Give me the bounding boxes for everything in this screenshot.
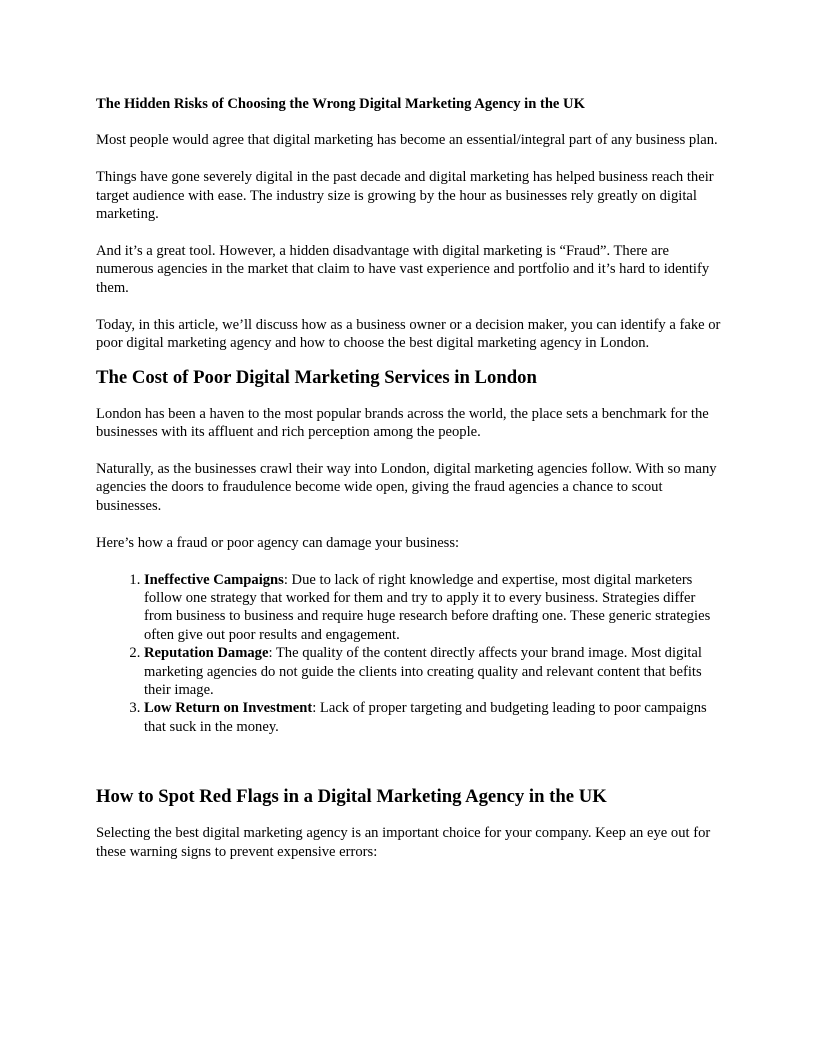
intro-paragraph-1: Most people would agree that digital marketing has become an essential/integral part of any business plan. xyxy=(96,132,718,149)
section1-paragraph-1: London has been a haven to the most popular brands across the world, the place sets a benchmark for the businesses with its affluent and rich perception among the people. xyxy=(96,405,709,440)
document-page xyxy=(96,95,726,879)
intro-paragraph-2: Things have gone severely digital in the past decade and digital marketing has helped business reach their target audience with ease. The industry size is growing by the hour as businesses rely greatly on digital marketing. xyxy=(96,169,714,223)
list-item-text: : Lack of proper targeting and budgeting leading to poor campaigns that suck in the money. xyxy=(144,700,707,735)
list-item-text: : Due to lack of right knowledge and expertise, most digital marketers follow one strategy that worked for them and try to apply it to every business. Strategies differ from business to business and require huge research before drafting one. These generic strategies often give out poor results and engagement. xyxy=(144,571,711,643)
intro-paragraph-4: Today, in this article, we’ll discuss how as a business owner or a decision maker, you can identify a fake or poor digital marketing agency and how to choose the best digital marketing agency in London. xyxy=(96,316,721,352)
section2-paragraph-1: Selecting the best digital marketing agency is an important choice for your company. Keep an eye out for these warning signs to prevent expensive errors: xyxy=(96,825,711,860)
list-item-term: Ineffective Campaigns xyxy=(144,571,284,588)
section-spacer xyxy=(96,736,726,786)
list-item xyxy=(144,644,726,699)
list-item xyxy=(144,571,726,645)
damage-list xyxy=(96,571,726,737)
list-item-text: : The quality of the content directly affects your brand image. Most digital marketing agencies do not guide the clients into creating quality and relevant content that befits their image. xyxy=(144,645,702,698)
list-item-term: Low Return on Investment xyxy=(144,700,313,717)
list-item xyxy=(144,699,726,736)
list-item-term: Reputation Damage xyxy=(144,645,269,662)
section1-paragraph-2: Naturally, as the businesses crawl their way into London, digital marketing agencies follow. With so many agencies the doors to fraudulence become wide open, giving the fraud agencies a chance to scout businesses. xyxy=(96,460,717,514)
document-title: The Hidden Risks of Choosing the Wrong Digital Marketing Agency in the UK xyxy=(96,96,585,112)
section-heading-red-flags: How to Spot Red Flags in a Digital Marketing Agency in the UK xyxy=(96,786,607,808)
intro-paragraph-3: And it’s a great tool. However, a hidden disadvantage with digital marketing is “Fraud”. There are numerous agencies in the market that claim to have vast experience and portfolio and it’s hard to identify them. xyxy=(96,243,710,296)
section-heading-cost: The Cost of Poor Digital Marketing Services in London xyxy=(96,366,537,388)
section1-paragraph-3: Here’s how a fraud or poor agency can damage your business: xyxy=(96,534,460,551)
